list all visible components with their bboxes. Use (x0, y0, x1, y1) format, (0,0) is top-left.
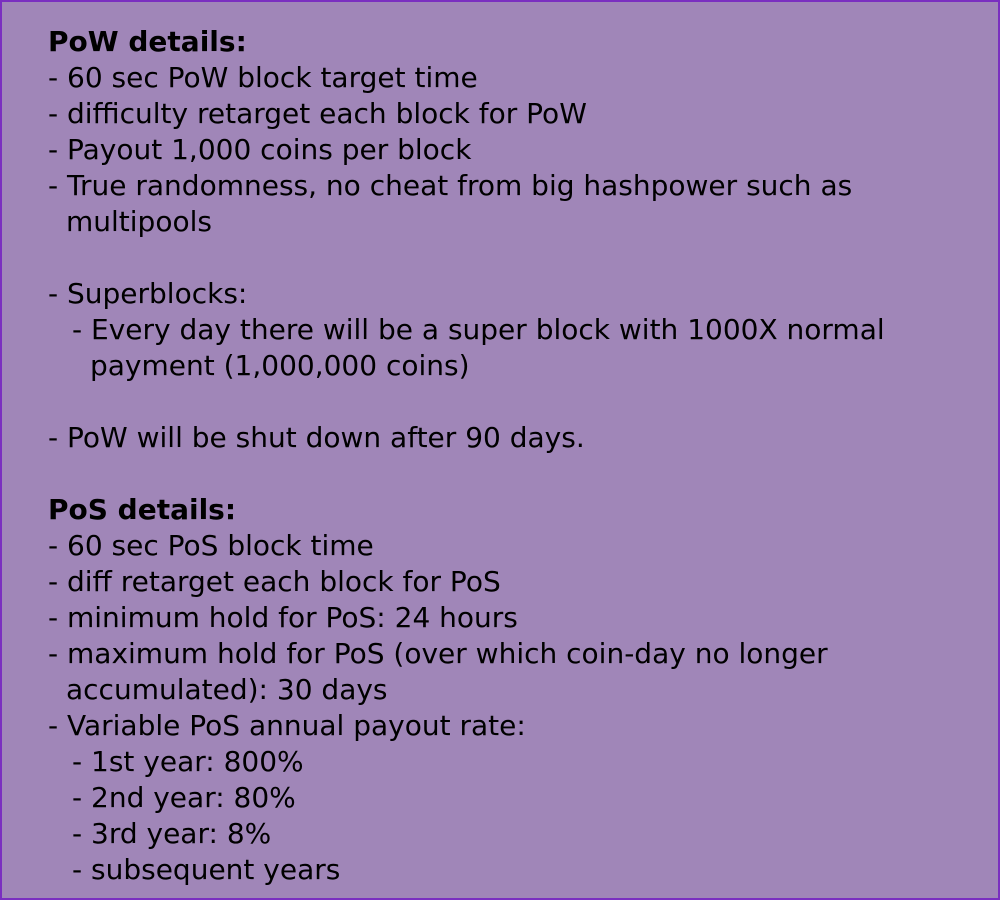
pow-heading: PoW details: (48, 25, 247, 58)
pos-line-block-time: - 60 sec PoS block time (48, 529, 374, 562)
details-content (48, 24, 948, 888)
superblocks-line: - Every day there will be a super block with 1000X normal (72, 313, 885, 346)
pow-shutdown-line: - PoW will be shut down after 90 days. (48, 421, 585, 454)
rate-item: - 1st year: 800% (72, 745, 304, 778)
spacer (48, 456, 948, 492)
pos-line-payout-rate: - Variable PoS annual payout rate: (48, 709, 526, 742)
superblocks-line-cont: payment (1,000,000 coins) (90, 349, 470, 382)
pos-line-max-hold: - maximum hold for PoS (over which coin-day no longer (48, 637, 828, 670)
spacer (48, 240, 948, 276)
pow-line-payout: - Payout 1,000 coins per block (48, 133, 472, 166)
pow-line-difficulty: - difficulty retarget each block for PoW (48, 97, 587, 130)
pow-line-randomness-cont: multipools (66, 205, 212, 238)
rate-item: - 3rd year: 8% (72, 817, 272, 850)
pos-heading: PoS details: (48, 493, 237, 526)
pos-line-retarget: - diff retarget each block for PoS (48, 565, 501, 598)
spacer (48, 384, 948, 420)
pow-line-target-time: - 60 sec PoW block target time (48, 61, 478, 94)
rate-item: - 2nd year: 80% (72, 781, 296, 814)
pow-line-randomness: - True randomness, no cheat from big hashpower such as (48, 169, 853, 202)
pos-line-min-hold: - minimum hold for PoS: 24 hours (48, 601, 518, 634)
superblocks-title: - Superblocks: (48, 277, 248, 310)
rate-item: - subsequent years (72, 853, 341, 886)
pos-line-max-hold-cont: accumulated): 30 days (66, 673, 388, 706)
